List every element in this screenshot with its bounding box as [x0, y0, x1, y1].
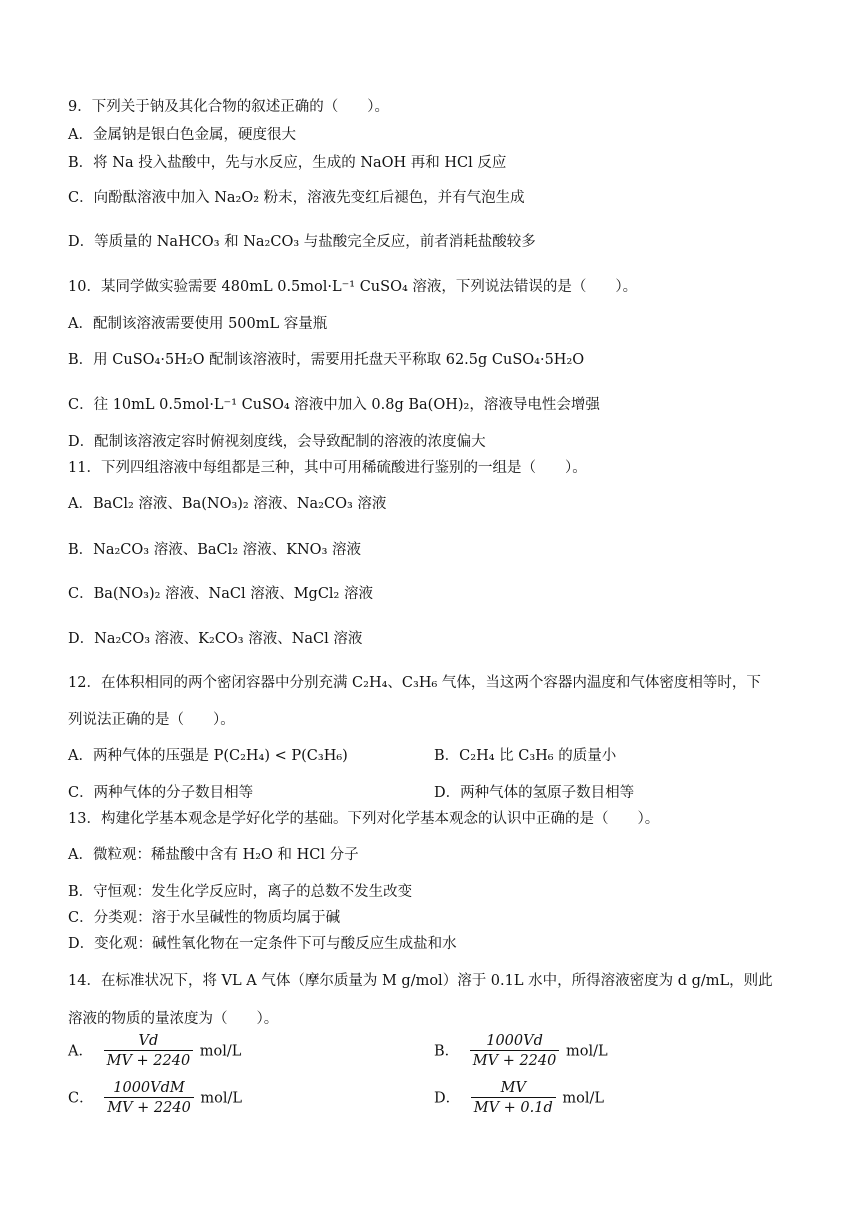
denominator: MV + 2240 — [470, 1050, 560, 1071]
option-label: B． — [434, 1043, 460, 1060]
question-stem: 10．某同学做实验需要 480mL 0.5mol·L⁻¹ CuSO₄ 溶液，下列说法错误的是（ ）。 — [68, 279, 638, 295]
option-label: A． — [68, 1043, 93, 1060]
option-label: C． — [68, 1090, 94, 1107]
fraction — [104, 1032, 194, 1071]
option-a — [68, 1032, 241, 1071]
denominator: MV + 2240 — [104, 1050, 194, 1071]
question-stem: 13．构建化学基本观念是学好化学的基础。下列对化学基本观念的认识中正确的是（ ）。 — [68, 811, 660, 827]
option-c: C．往 10mL 0.5mol·L⁻¹ CuSO₄ 溶液中加入 0.8g Ba(OH)₂，溶液导电性会增强 — [68, 397, 600, 413]
option-b: B．守恒观：发生化学反应时，离子的总数不发生改变 — [68, 884, 413, 900]
option-b: B．将 Na 投入盐酸中，先与水反应，生成的 NaOH 再和 HCl 反应 — [68, 155, 507, 171]
option-d: D．配制该溶液定容时俯视刻度线，会导致配制的溶液的浓度偏大 — [68, 434, 486, 450]
unit: mol/L — [565, 1043, 608, 1060]
option-b: B．C₂H₄ 比 C₃H₆ 的质量小 — [434, 748, 617, 764]
option-a: A．配制该溶液需要使用 500mL 容量瓶 — [68, 316, 328, 332]
fraction — [470, 1032, 560, 1071]
option-a: A．微粒观：稀盐酸中含有 H₂O 和 HCl 分子 — [68, 847, 359, 863]
option-b: B．用 CuSO₄·5H₂O 配制该溶液时，需要用托盘天平称取 62.5g CuSO₄·5H₂O — [68, 352, 585, 368]
option-a: A．BaCl₂ 溶液、Ba(NO₃)₂ 溶液、Na₂CO₃ 溶液 — [68, 496, 387, 512]
unit: mol/L — [199, 1043, 242, 1060]
numerator: MV — [500, 1080, 526, 1096]
option-c: C．Ba(NO₃)₂ 溶液、NaCl 溶液、MgCl₂ 溶液 — [68, 586, 373, 602]
option-a: A．金属钠是银白色金属，硬度很大 — [68, 127, 296, 143]
numerator: Vd — [138, 1033, 159, 1049]
option-d: D．等质量的 NaHCO₃ 和 Na₂CO₃ 与盐酸完全反应，前者消耗盐酸较多 — [68, 234, 536, 250]
question-stem-line-1: 12．在体积相同的两个密闭容器中分别充满 C₂H₄、C₃H₆ 气体，当这两个容器内温度和气体密度相等时，下 — [68, 675, 761, 691]
option-b: B．Na₂CO₃ 溶液、BaCl₂ 溶液、KNO₃ 溶液 — [68, 542, 361, 558]
unit: mol/L — [200, 1090, 243, 1107]
option-d: D．变化观：碱性氧化物在一定条件下可与酸反应生成盐和水 — [68, 936, 457, 952]
question-stem: 11．下列四组溶液中每组都是三种，其中可用稀硫酸进行鉴别的一组是（ ）。 — [68, 460, 587, 476]
option-c: C．两种气体的分子数目相等 — [68, 785, 254, 801]
question-stem: 9．下列关于钠及其化合物的叙述正确的（ ）。 — [68, 99, 389, 115]
fraction — [471, 1079, 556, 1118]
denominator: MV + 0.1d — [471, 1097, 556, 1118]
option-d — [434, 1079, 604, 1118]
unit: mol/L — [562, 1090, 605, 1107]
option-d: D．Na₂CO₃ 溶液、K₂CO₃ 溶液、NaCl 溶液 — [68, 631, 363, 647]
denominator: MV + 2240 — [104, 1097, 194, 1118]
question-stem-line-2: 列说法正确的是（ ）。 — [68, 712, 235, 728]
option-c: C．向酚酞溶液中加入 Na₂O₂ 粉末，溶液先变红后褪色，并有气泡生成 — [68, 190, 525, 206]
option-a: A．两种气体的压强是 P(C₂H₄) < P(C₃H₆) — [68, 748, 348, 764]
option-d: D．两种气体的氢原子数目相等 — [434, 785, 635, 801]
numerator: 1000VdM — [113, 1080, 185, 1096]
option-label: D． — [434, 1090, 461, 1107]
question-stem-line-2: 溶液的物质的量浓度为（ ）。 — [68, 1011, 279, 1027]
numerator: 1000Vd — [486, 1033, 543, 1049]
option-c — [68, 1079, 242, 1118]
question-stem-line-1: 14．在标准状况下，将 VL A 气体（摩尔质量为 M g/mol）溶于 0.1L 水中，所得溶液密度为 d g/mL，则此 — [68, 973, 773, 989]
option-b — [434, 1032, 608, 1071]
fraction — [104, 1079, 194, 1118]
option-c: C．分类观：溶于水呈碱性的物质均属于碱 — [68, 910, 341, 926]
